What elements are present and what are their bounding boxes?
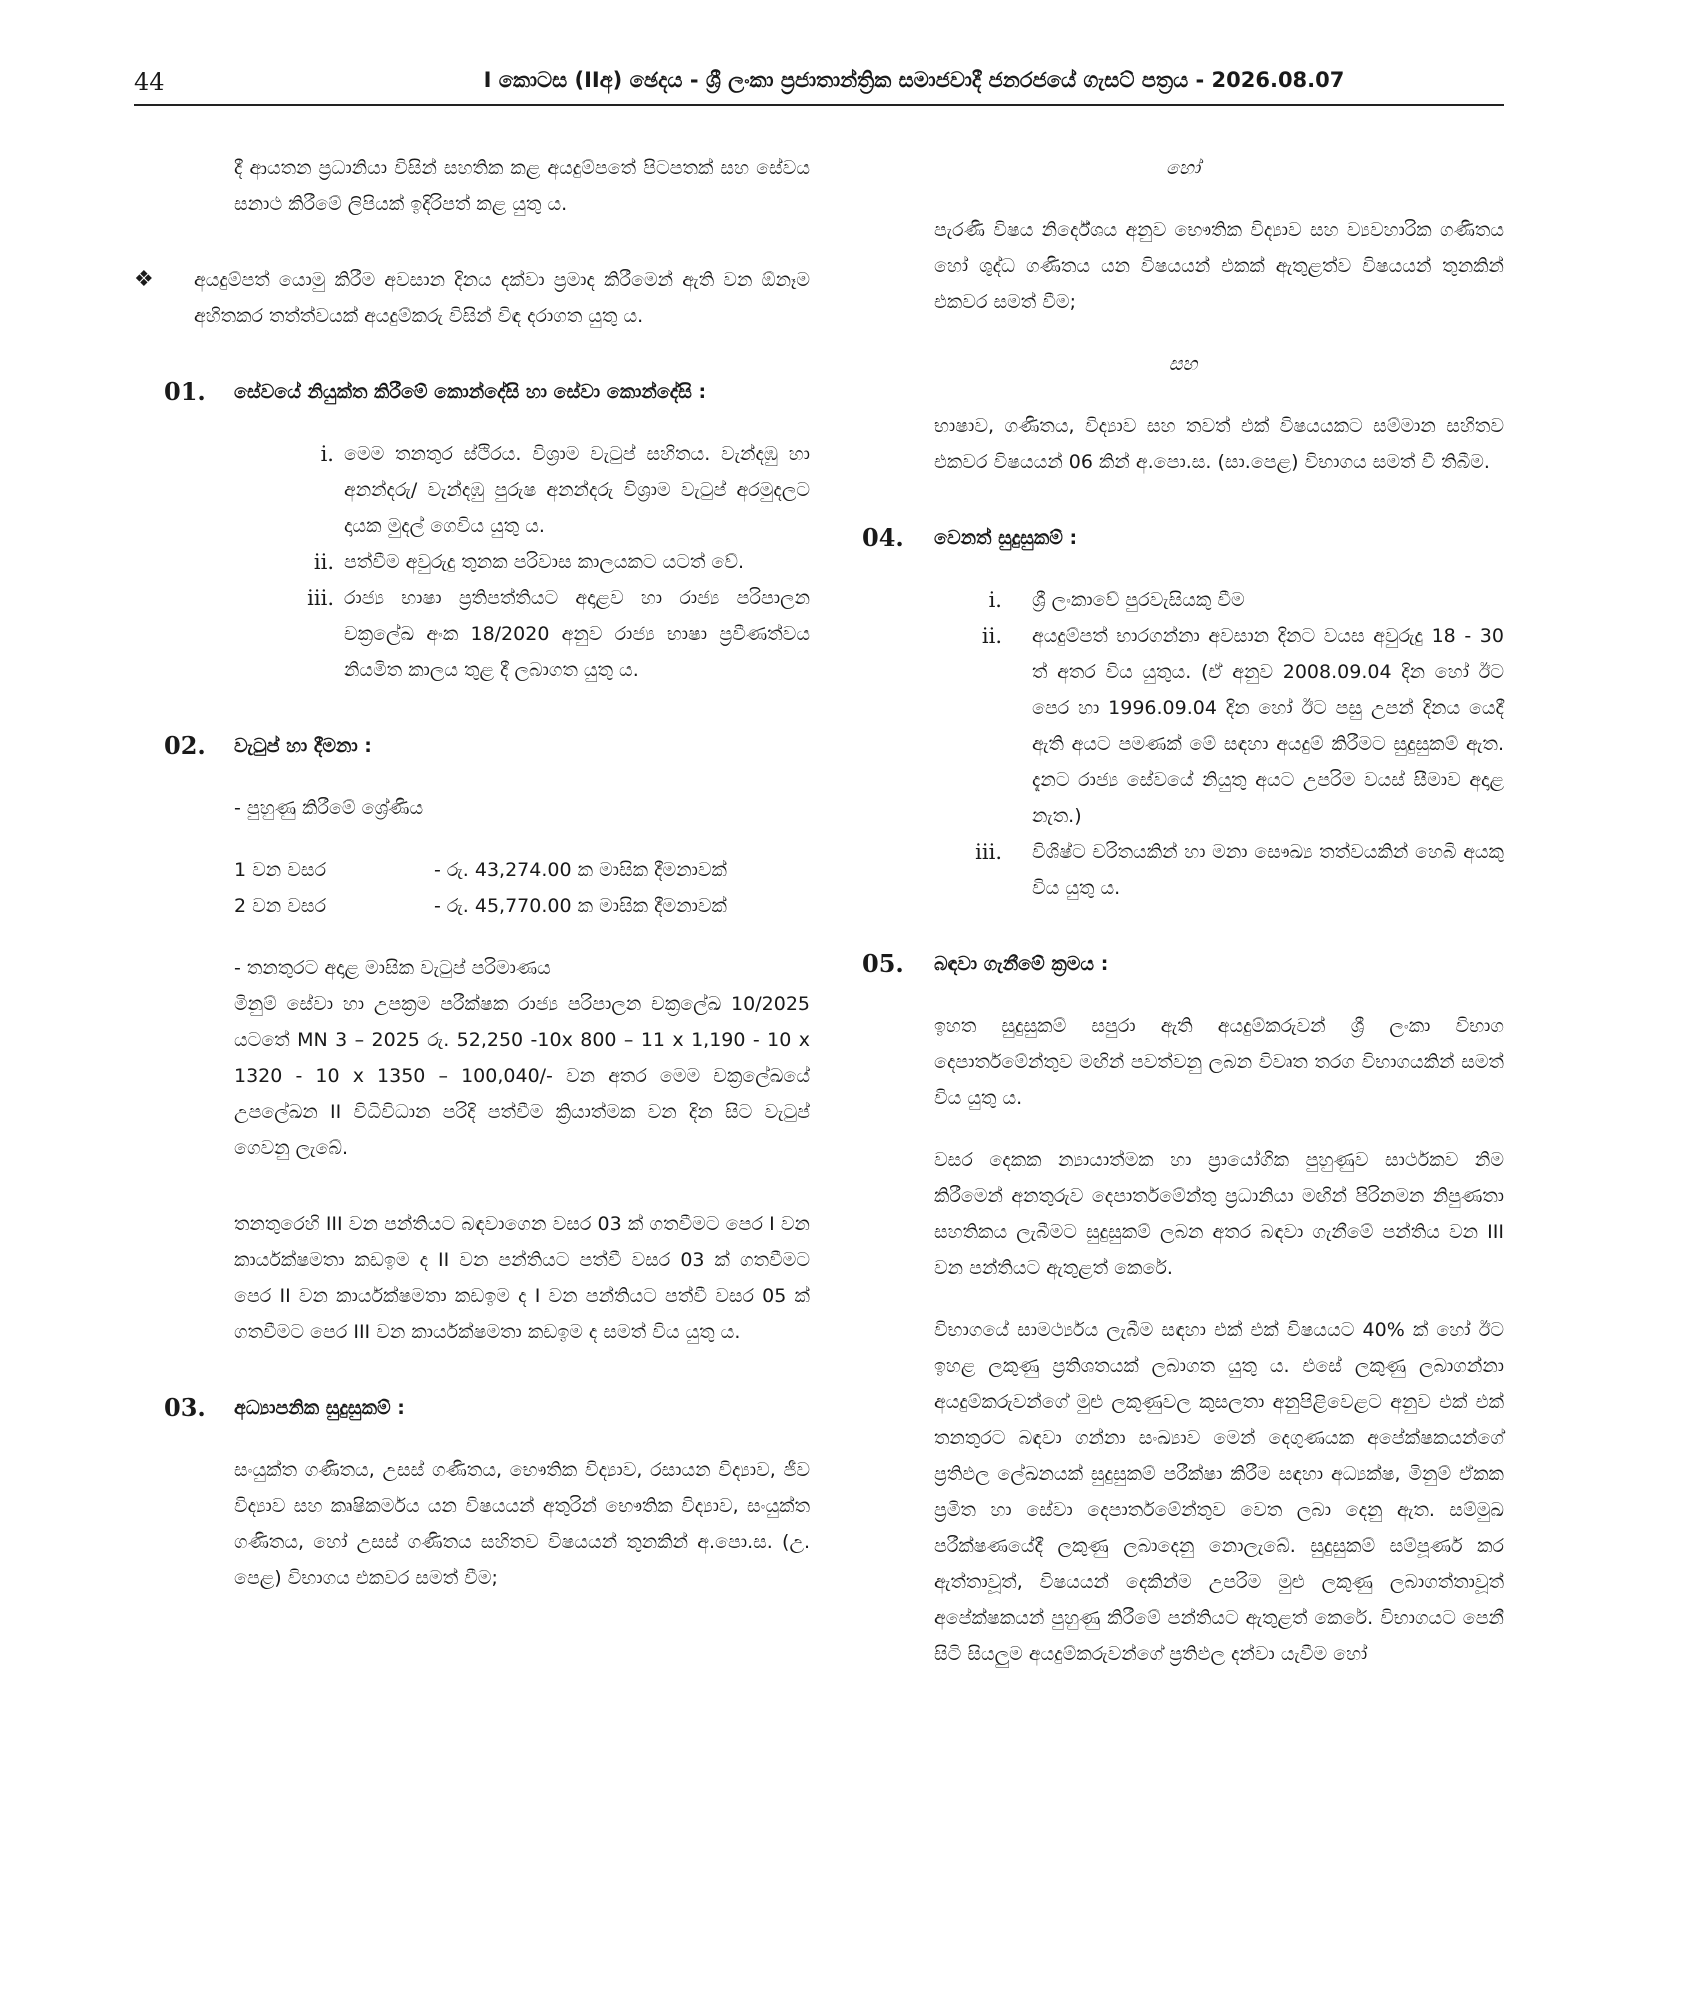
item-text: විශිෂ්ට චරිතයකින් හා මනා සෞඛ්‍ය තත්වයකින් හෙබි අයකු විය යුතු ය. (1032, 841, 1504, 899)
item-text: මෙම තනතුර ස්ථිරය. විශ්‍රාම වැටුප් සහිතය. වැන්දඹු හා අනන්දරු/ වැන්දඹු පුරුෂ අනන්දරු විශ්‍රාම වැටුප් අරමුදලට දායක මුදල් ගෙවිය යුතු ය. (344, 443, 810, 537)
item-text: අයදුම්පත් භාරගන්නා අවසාන දිනට වයස අවුරුදු 18 - 30 ත් අතර විය යුතුය. (ඒ අනුව 2008.09.04 දින හෝ ඊට පෙර හා 1996.09.04 දින හෝ ඊට පසු උපන් දිනය යෙදී ඇති අයට පමණක් මේ සඳහා අයදුම් කිරීමට සුදුසුකම් ඇත. දැනට රාජ්‍ය සේවයේ නියුතු අයට උපරිම වයස් සීමාව අදාළ නැත.) (1032, 625, 1504, 827)
recruitment-paragraph-2: වසර දෙකක න්‍යායාත්මක හා ප්‍රායෝගික පුහුණුව සාර්ථකව නිම කිරීමෙන් අනතුරුව දෙපාර්තමේන්තු ප්‍රධානියා මඟින් පිරිනමන නිපුණතා සහතිකය ලැබීමට සුදුසුකම් ලබන අතර බඳවා ගැනීමේ පන්තිය වන III වන පන්තියට ඇතුළත් කෙරේ. (934, 1149, 1504, 1279)
list-item (234, 580, 810, 688)
list-item (862, 834, 1504, 906)
diamond-bullet-icon: ❖ (134, 267, 154, 292)
item-number: iii. (307, 586, 334, 610)
section-number: 01. (164, 377, 206, 406)
list-item (862, 582, 1504, 618)
training-grade-label: - පුහුණු කිරීමේ ශ්‍රේණිය (234, 797, 424, 819)
section-number: 05. (862, 949, 904, 978)
recruitment-paragraph-3: විභාගයේ සාමර්ථ්‍යය ලැබීම සඳහා එක් එක් විෂයයට 40% ක් හෝ ඊට ඉහළ ලකුණු ප්‍රතිශතයක් ලබාගත යුතු ය. එසේ ලකුණු ලබාගන්නා අයදුම්කරුවන්ගේ මුළු ලකුණුවල කුසලතා අනුපිළිවෙළට අනුව එක් එක් තනතුරට බඳවා ගන්නා සංඛ්‍යාව මෙන් දෙගුණයක අපේක්ෂකයන්ගේ ප්‍රතිඵල ලේඛනයක් සුදුසුකම් පරීක්ෂා කිරීම සඳහා අධ්‍යක්ෂ, මිනුම් ඒකක ප්‍රමිත හා සේවා දෙපාර්තමේන්තුව වෙත ලබා දෙනු ඇත. සම්මුඛ පරීක්ෂණයේදී ලකුණු ලබාදෙනු නොලැබේ. සුදුසුකම් සම්පූර්ණ කර ඇත්තාවූත්, විෂයයන් දෙකින්ම උපරිම මුළු ලකුණු ලබාගත්තාවූත් අපේක්ෂකයන් පුහුණු කිරීමේ පන්තියට ඇතුළත් කෙරේ. විභාගයට පෙනී සිටි සියලුම අයදුම්කරුවන්ගේ ප්‍රතිඵල දන්වා යැවීම හෝ (934, 1319, 1504, 1665)
allowance-table (134, 852, 810, 924)
recruitment-paragraph-1: ඉහත සුදුසුකම් සපුරා ඇති අයදුම්කරුවන් ශ්‍රී ලංකා විභාග දෙපාර්තමේන්තුව මඟින් පවත්වනු ලබන විවෘත තරග විභාගයකින් සමත් විය යුතු ය. (934, 1015, 1504, 1109)
section-05-heading (862, 946, 1504, 982)
salary-scale-text: මිනුම් සේවා හා උපක්‍රම පරීක්ෂක රාජ්‍ය පරිපාලන චක්‍රලේඛ 10/2025 යටතේ MN 3 – 2025 රු. 52,250 -10x 800 – 11 x 1,190 - 10 x 1320 - 10 x 1350 – 100,040/- වන අතර මෙම චක්‍රලේඛයේ උපලේඛන II විධිවිධාන පරිදි පත්වීම ක්‍රියාත්මක වන දින සිට වැටුප් ගෙවනු ලැබේ. (234, 993, 810, 1159)
section-01-list (234, 436, 810, 688)
section-title: අධ්‍යාපනික සුදුසුකම් : (234, 1397, 405, 1419)
allowance-cell: - රු. 45,770.00 ක මාසික දීමනාවක් (434, 895, 727, 917)
old-syllabus-text: පැරණි විෂය නිර්දේශය අනුව භෞතික විද්‍යාව සහ ව්‍යවහාරික ගණිතය හෝ ශුද්ධ ගණිතය යන විෂයයන් එකක් ඇතුළත්ව විෂයයන් තුනකින් එකවර සමත් වීම; (934, 219, 1504, 313)
section-number: 02. (164, 731, 206, 760)
item-text: පත්වීම අවුරුදු තුනක පරිවාස කාලයකට යටත් වේ. (344, 551, 745, 573)
item-text: රාජ්‍ය භාෂා ප්‍රතිපත්තියට අදාළව හා රාජ්‍ය පරිපාලන චක්‍රලේඛ අංක 18/2020 අනුව රාජ්‍ය භාෂා ප්‍රවීණත්වය නියමිත කාලය තුළ දී ලබාගත යුතු ය. (344, 587, 810, 681)
section-04-heading (862, 520, 1504, 556)
item-text: ශ්‍රී ලංකාවේ පුරවැසියකු වීම (1032, 589, 1245, 611)
right-column (862, 150, 1504, 1672)
list-item (862, 618, 1504, 834)
educational-qualification-text: සංයුක්ත ගණිතය, උසස් ගණිතය, භෞතික විද්‍යාව, රසායන විද්‍යාව, ජීව විද්‍යාව සහ කෘෂිකර්මය යන විෂයයන් අතුරින් භෞතික විද්‍යාව, සංයුක්ත ගණිතය, හෝ උසස් ගණිතය සහිතව විෂයයන් තුනකින් අ.පො.ස. (උ. පෙළ) විභාගය එකවර සමත් වීම; (234, 1459, 810, 1589)
section-03-heading (134, 1390, 810, 1426)
intro-paragraph: දී ආයතන ප්‍රධානියා විසින් සහතික කළ අයදුම්පතේ පිටපතක් සහ සේවය සනාථ කිරීමේ ලිපියක් ඉදිරිපත් කළ යුතු ය. (234, 157, 810, 215)
page-number: 44 (134, 68, 165, 96)
page-header (134, 64, 1504, 106)
section-title: බඳවා ගැනීමේ ක්‍රමය : (934, 953, 1109, 975)
deadline-note-text: අයදුම්පත් යොමු කිරීම අවසාන දිනය දක්වා ප්‍රමාද කිරීමෙන් ඇති වන ඕනෑම අහිතකර තත්ත්වයක් අයදුම්කරු විසින් විඳ දරාගත යුතු ය. (194, 269, 810, 327)
year-cell: 2 වන වසර (234, 895, 327, 917)
item-number: i. (988, 588, 1002, 612)
salary-scale-label: - තනතුරට අදාළ මාසික වැටුප් පරිමාණය (234, 957, 551, 979)
section-title: සේවයේ නියුක්ත කිරීමේ කොන්දේසි හා සේවා කොන්දේසි : (234, 381, 707, 403)
efficiency-bar-text: තනතුරෙහි III වන පන්තියට බඳවාගෙන වසර 03 ක් ගතවීමට පෙර I වන කාර්යක්ෂමතා කඩඉම ද II වන පන්තියට පත්වී වසර 03 ක් ගතවීමට පෙර II වන කාර්යක්ෂමතා කඩඉම ද I වන පන්තියට පත්වී වසර 05 ක් ගතවීමට පෙර III වන කාර්යක්ෂමතා කඩඉම ද සමත් විය යුතු ය. (234, 1213, 810, 1343)
section-title: වැටුප් හා දීමනා : (234, 735, 372, 757)
table-row (134, 888, 810, 924)
section-02-heading (134, 728, 810, 764)
ol-qualification-text: භාෂාව, ගණිතය, විද්‍යාව සහ තවත් එක් විෂයයකට සම්මාන සහිතව එකවර විෂයයන් 06 කින් අ.පො.ස. (සා.පෙළ) විභාගය සමත් වී තිබීම. (934, 415, 1504, 473)
gazette-title: I කොටස (IIඅ) ඡෙදය - ශ්‍රී ලංකා ප්‍රජාතාන්ත්‍රික සමාජවාදී ජනරජයේ ගැසට් පත්‍රය - 2026.08.07 (483, 68, 1345, 92)
list-item (234, 544, 810, 580)
section-01-heading (134, 374, 810, 410)
item-number: ii. (313, 550, 334, 574)
deadline-note (134, 262, 810, 334)
section-number: 03. (164, 1393, 206, 1422)
and-label: සහ (1168, 353, 1198, 375)
year-cell: 1 වන වසර (234, 859, 327, 881)
item-number: i. (320, 442, 334, 466)
table-row (134, 852, 810, 888)
section-title: වෙනත් සුදුසුකම් : (934, 527, 1078, 549)
allowance-cell: - රු. 43,274.00 ක මාසික දීමනාවක් (434, 859, 727, 881)
or-label: හෝ (1165, 157, 1201, 179)
item-number: ii. (981, 624, 1002, 648)
list-item (234, 436, 810, 544)
left-column (134, 150, 810, 1596)
item-number: iii. (975, 840, 1002, 864)
section-04-list (862, 582, 1504, 906)
section-number: 04. (862, 523, 904, 552)
